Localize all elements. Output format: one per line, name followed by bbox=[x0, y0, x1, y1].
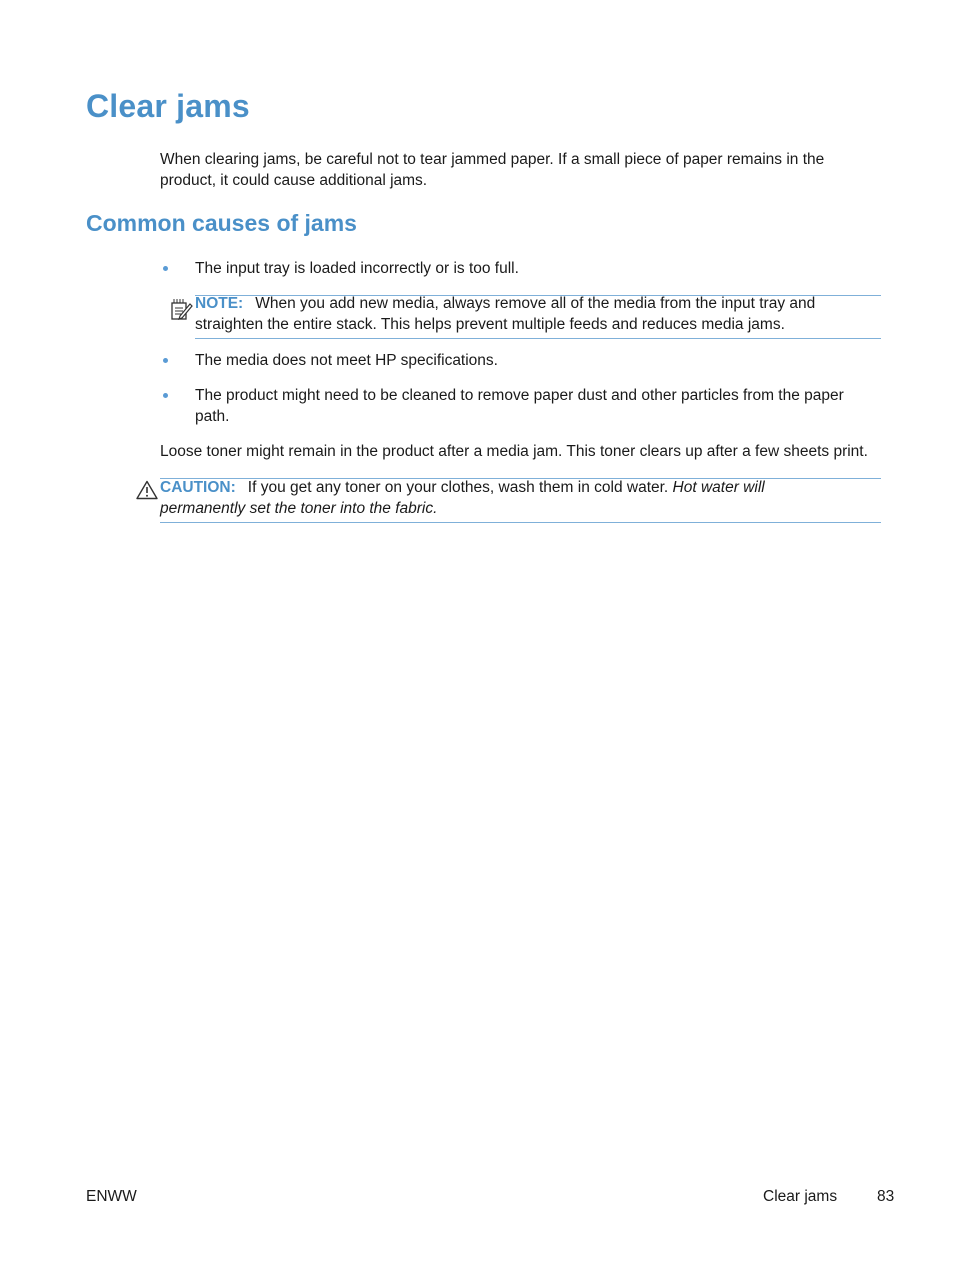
section-title: Common causes of jams bbox=[86, 210, 357, 236]
list-item: The product might need to be cleaned to remove paper dust and other particles from the paper path. bbox=[195, 387, 844, 425]
caution-body: If you get any toner on your clothes, wash them in cold water. bbox=[247, 479, 669, 496]
list-item: The media does not meet HP specifications. bbox=[195, 352, 498, 369]
caution-text bbox=[160, 477, 810, 519]
note-body: When you add new media, always remove all of the media from the input tray and straighten the entire stack. This helps prevent multiple feeds and reduces media jams. bbox=[195, 295, 816, 333]
caution-icon bbox=[136, 480, 158, 500]
note-icon bbox=[170, 297, 194, 321]
page-number: 83 bbox=[877, 1188, 895, 1205]
bullet-icon bbox=[163, 358, 168, 363]
note-label: NOTE: bbox=[195, 295, 244, 312]
intro-paragraph: When clearing jams, be careful not to tear jammed paper. If a small piece of paper remains in the product, it could cause additional jams. bbox=[160, 151, 825, 189]
footer-left: ENWW bbox=[86, 1188, 137, 1205]
page-title: Clear jams bbox=[86, 88, 250, 124]
caution-label: CAUTION: bbox=[160, 479, 236, 496]
toner-paragraph: Loose toner might remain in the product after a media jam. This toner clears up after a few sheets print. bbox=[160, 443, 868, 460]
list-item: The input tray is loaded incorrectly or is too full. bbox=[195, 260, 519, 277]
caution-emphasis: Hot water will permanently set the toner into the fabric. bbox=[160, 479, 765, 517]
note-text bbox=[195, 293, 881, 335]
bullet-icon bbox=[163, 266, 168, 271]
footer-section: Clear jams bbox=[763, 1188, 838, 1205]
bullet-icon bbox=[163, 393, 168, 398]
